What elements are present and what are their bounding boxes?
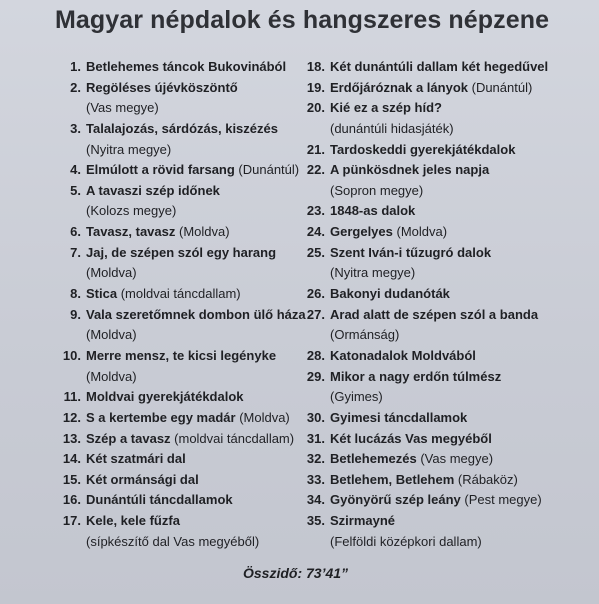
track-note-row (58, 140, 328, 161)
track-note-row (302, 387, 572, 408)
tracklist-right-column (302, 57, 572, 552)
track-title: Két szatmári dal (86, 451, 186, 467)
track-row (58, 387, 328, 408)
track-origin: (sípkészítő dal Vas megyéből) (86, 533, 260, 549)
track-row (302, 429, 572, 450)
track-row (302, 470, 572, 491)
track-number: 18. (306, 59, 325, 74)
track-origin: (Dunántúl) (234, 162, 300, 178)
track-title: Két lucázás Vas megyéből (330, 430, 492, 446)
track-row (302, 160, 572, 181)
track-title: Betlehem, Betlehem (330, 471, 455, 487)
track-title: Elmúlott a rövid farsang (86, 162, 235, 178)
track-row (302, 140, 572, 161)
tracklist-left-column (58, 57, 328, 552)
track-row (58, 222, 328, 243)
track-row (302, 201, 572, 222)
track-note-row (58, 201, 328, 222)
track-title: Kele, kele fűzfa (86, 513, 180, 529)
track-title: Gyimesi táncdallamok (330, 409, 468, 425)
track-number: 32. (306, 451, 325, 467)
track-row (58, 284, 328, 305)
track-title: Betlehemes táncok Bukovinából (86, 59, 287, 74)
track-number: 16. (62, 492, 81, 508)
track-row (302, 346, 572, 367)
track-number: 12. (62, 409, 81, 425)
track-row (58, 408, 328, 429)
track-note-row (58, 367, 328, 388)
track-number: 31. (306, 430, 325, 446)
total-duration: Összidő: 73’41” (243, 565, 349, 581)
track-row (58, 449, 328, 470)
track-title: 1848-as dalok (330, 203, 416, 219)
track-title: Két dunántúli dallam két hegedűvel (330, 59, 549, 74)
track-origin: (Moldva) (235, 409, 290, 425)
track-title: Gergelyes (330, 224, 393, 240)
track-origin: (Vas megye) (416, 451, 494, 467)
track-title: Betlehemezés (330, 451, 417, 467)
track-number: 29. (306, 368, 325, 384)
track-number: 14. (62, 451, 81, 467)
track-row (302, 367, 572, 388)
track-title: Gyönyörű szép leány (330, 492, 461, 508)
track-origin: (moldvai táncdallam) (170, 430, 295, 446)
track-title: Moldvai gyerekjátékdalok (86, 389, 244, 405)
track-number: 23. (306, 203, 325, 219)
track-origin: (dunántúli hidasjáték) (330, 120, 454, 136)
track-origin: (moldvai táncdallam) (117, 286, 241, 302)
track-title: Kié ez a szép híd? (330, 100, 442, 116)
track-row (58, 490, 328, 511)
track-number: 15. (62, 471, 81, 487)
track-note-row (58, 532, 328, 553)
track-row (58, 470, 328, 491)
track-number: 21. (306, 141, 325, 157)
track-title: Két ormánsági dal (86, 471, 199, 487)
track-number: 26. (306, 286, 325, 302)
track-row (58, 181, 328, 202)
track-origin: (Felföldi középkori dallam) (330, 533, 482, 549)
track-origin: (Nyitra megye) (330, 265, 416, 281)
track-number: 25. (306, 244, 325, 260)
track-number: 34. (306, 492, 325, 508)
track-origin: (Kolozs megye) (86, 203, 177, 219)
track-title: Szent Iván-i tűzugró dalok (330, 244, 492, 260)
track-title: Tavasz, tavasz (86, 224, 176, 240)
track-origin: (Ormánság) (330, 327, 400, 343)
track-row (302, 511, 572, 532)
track-row (58, 429, 328, 450)
track-title: Bakonyi dudanóták (330, 286, 450, 302)
track-number: 1. (70, 59, 81, 74)
track-number: 7. (70, 244, 81, 260)
track-title: Talalajozás, sárdózás, kiszézés (86, 120, 278, 136)
track-number: 24. (306, 224, 325, 240)
track-number: 5. (70, 182, 81, 198)
track-row (302, 305, 572, 326)
track-title: Mikor a nagy erdőn túlmész (330, 368, 502, 384)
track-note-row (302, 263, 572, 284)
track-row (302, 243, 572, 264)
track-origin: (Moldva) (392, 224, 448, 240)
track-number: 2. (70, 79, 81, 95)
track-number: 10. (62, 347, 81, 363)
track-title: Merre mensz, te kicsi legényke (86, 347, 277, 363)
track-number: 22. (306, 162, 325, 178)
track-number: 35. (306, 513, 325, 529)
track-number: 11. (63, 389, 81, 405)
track-note-row (58, 263, 328, 284)
track-note-row (302, 532, 572, 553)
page-title: Magyar népdalok és hangszeres népzene (55, 6, 550, 34)
track-row (302, 490, 572, 511)
track-row (58, 305, 328, 326)
track-title: Regöléses újévköszöntő (86, 79, 238, 95)
track-row (58, 119, 328, 140)
track-origin: (Sopron megye) (330, 182, 424, 198)
track-note-row (58, 325, 328, 346)
track-row (302, 57, 572, 78)
track-title: Szirmayné (330, 513, 396, 529)
track-number: 6. (70, 224, 81, 240)
track-row (58, 511, 328, 532)
track-note-row (302, 181, 572, 202)
track-origin: (Dunántúl) (468, 79, 533, 95)
track-number: 30. (306, 409, 325, 425)
track-number: 27. (306, 306, 325, 322)
track-row (58, 346, 328, 367)
track-title: Arad alatt de szépen szól a banda (330, 306, 539, 322)
track-number: 33. (306, 471, 325, 487)
track-title: Vala szeretőmnek dombon ülő háza (86, 306, 306, 322)
track-title: A pünkösdnek jeles napja (330, 162, 490, 178)
track-title: Stica (86, 286, 118, 302)
track-title: A tavaszi szép időnek (86, 182, 220, 198)
track-number: 8. (70, 286, 81, 302)
track-number: 28. (306, 347, 325, 363)
track-row (58, 160, 328, 181)
track-note-row (58, 98, 328, 119)
track-note-row (302, 119, 572, 140)
track-row (302, 449, 572, 470)
track-origin: (Rábaköz) (454, 471, 518, 487)
track-row (302, 408, 572, 429)
track-number: 20. (306, 100, 325, 116)
track-origin: (Moldva) (86, 368, 137, 384)
track-title: Szép a tavasz (86, 430, 171, 446)
track-title: S a kertembe egy madár (86, 409, 236, 425)
track-origin: (Moldva) (86, 327, 137, 343)
track-row (58, 243, 328, 264)
track-title: Jaj, de szépen szól egy harang (86, 244, 277, 260)
track-origin: (Moldva) (86, 265, 137, 281)
track-number: 13. (62, 430, 81, 446)
track-row (302, 284, 572, 305)
track-row (58, 57, 328, 78)
track-number: 9. (70, 306, 81, 322)
track-origin: (Moldva) (175, 224, 230, 240)
track-origin: (Gyimes) (330, 389, 383, 405)
track-row (58, 78, 328, 99)
track-title: Tardoskeddi gyerekjátékdalok (330, 141, 516, 157)
track-number: 17. (62, 513, 81, 529)
track-number: 3. (70, 120, 81, 136)
track-title: Katonadalok Moldvából (330, 347, 476, 363)
track-origin: (Vas megye) (86, 100, 159, 116)
track-number: 4. (70, 162, 81, 178)
track-row (302, 98, 572, 119)
track-row (302, 222, 572, 243)
track-title: Dunántúli táncdallamok (86, 492, 233, 508)
track-note-row (302, 325, 572, 346)
track-origin: (Nyitra megye) (86, 141, 172, 157)
track-title: Erdőjáróznak a lányok (330, 79, 468, 95)
track-origin: (Pest megye) (460, 492, 542, 508)
track-row (302, 78, 572, 99)
track-number: 19. (306, 79, 325, 95)
